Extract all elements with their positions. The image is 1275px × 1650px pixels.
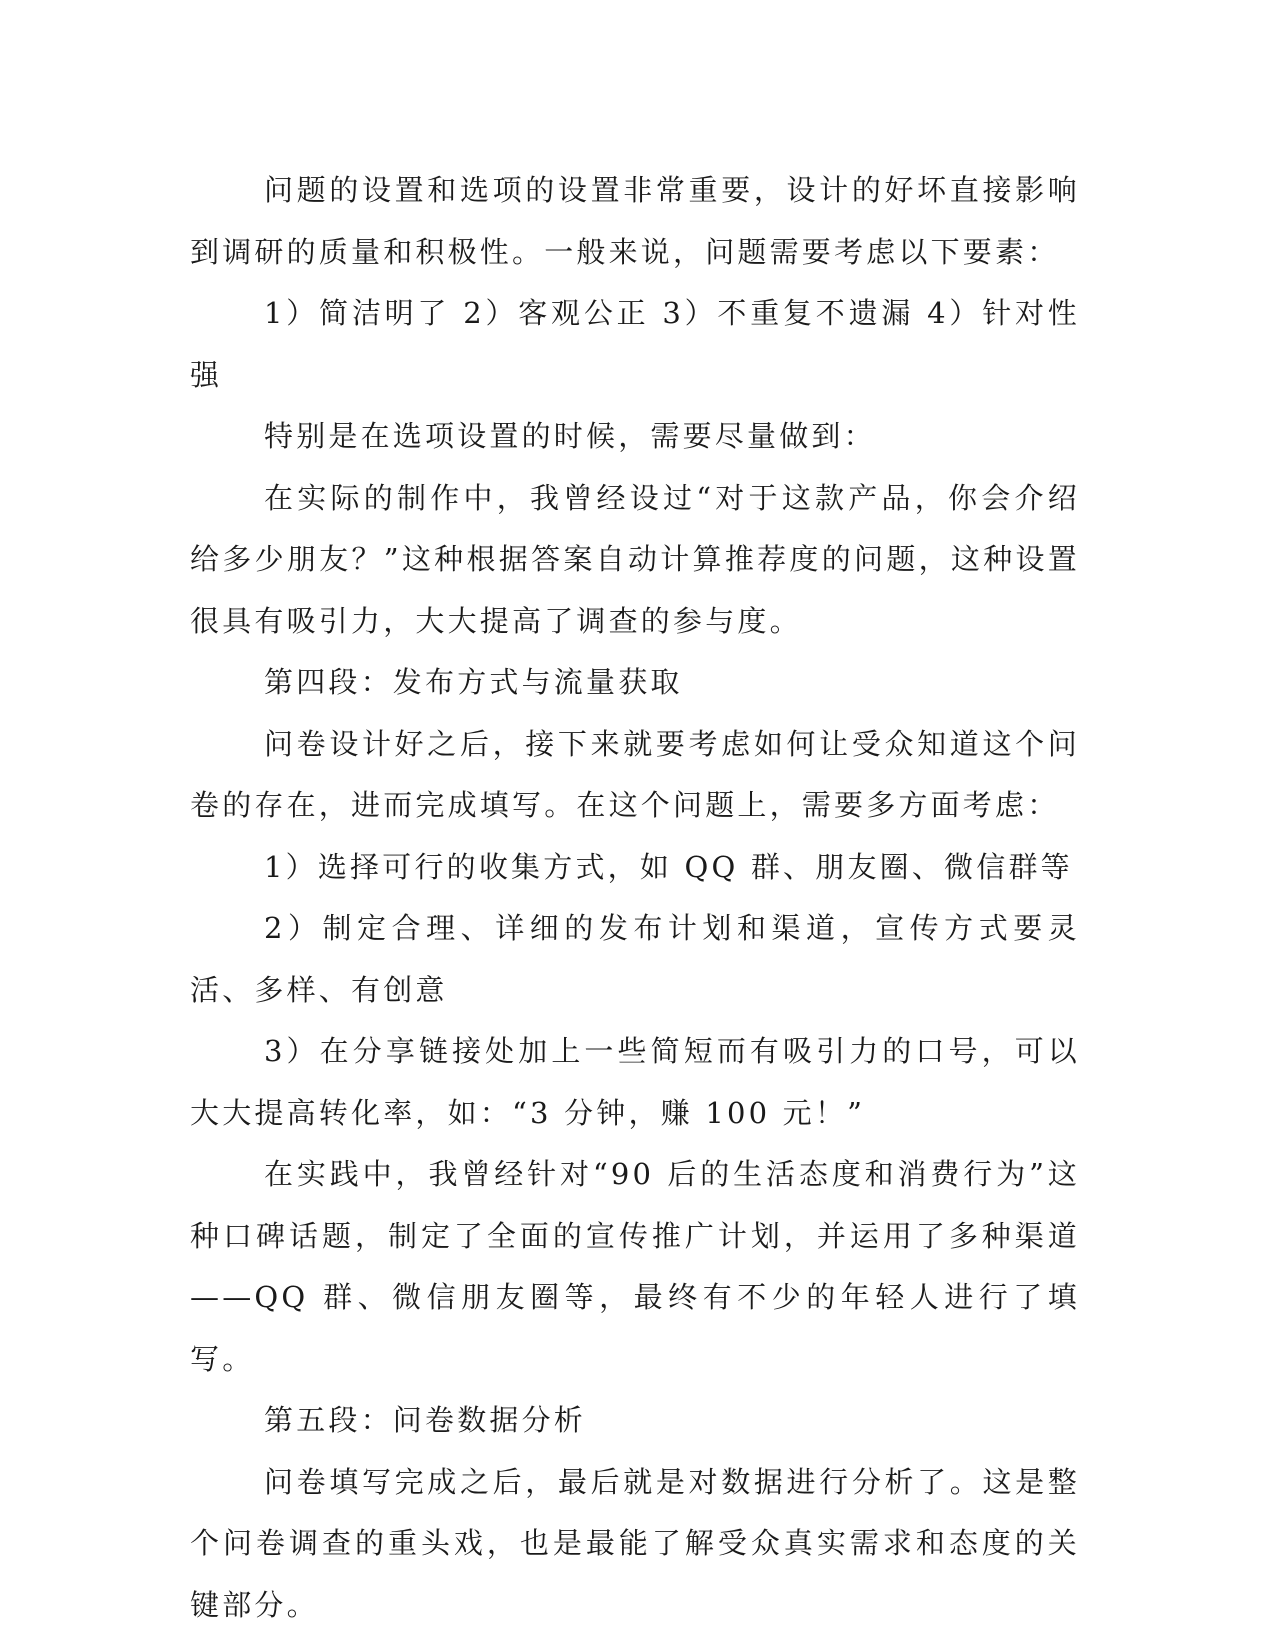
section-heading-four: 第四段：发布方式与流量获取 — [264, 665, 683, 699]
paragraph-option-settings: 特别是在选项设置的时候，需要尽量做到： — [264, 419, 876, 453]
paragraph-question-settings: 问题的设置和选项的设置非常重要，设计的好坏直接影响到调研的质量和积极性。一般来说，问题需要考虑以下要素： — [190, 173, 1080, 269]
paragraph-collection-method: 1）选择可行的收集方式，如 QQ 群、朋友圈、微信群等 — [264, 849, 1073, 884]
paragraph-question-elements: 1）简洁明了 2）客观公正 3）不重复不遗漏 4）针对性强 — [190, 296, 1080, 392]
section-heading-five: 第五段：问卷数据分析 — [264, 1403, 587, 1437]
paragraph-distribution-intro: 问卷设计好之后，接下来就要考虑如何让受众知道这个问卷的存在，进而完成填写。在这个问题上，需要多方面考虑： — [190, 726, 1080, 822]
paragraph-practice-example: 在实际的制作中，我曾经设过“对于这款产品，你会介绍给多少朋友？”这种根据答案自动计算推荐度的问题，这种设置很具有吸引力，大大提高了调查的参与度。 — [190, 480, 1080, 638]
paragraph-data-analysis: 问卷填写完成之后，最后就是对数据进行分析了。这是整个问卷调查的重头戏，也是最能了解受众真实需求和态度的关键部分。 — [190, 1464, 1080, 1622]
paragraph-slogan: 3）在分享链接处加上一些简短而有吸引力的口号，可以大大提高转化率，如：“3 分钟，赚 100 元！” — [190, 1034, 1080, 1130]
paragraph-promotion-example: 在实践中，我曾经针对“90 后的生活态度和消费行为”这种口碑话题，制定了全面的宣传推广计划，并运用了多种渠道——QQ 群、微信朋友圈等，最终有不少的年轻人进行了填写。 — [190, 1157, 1080, 1376]
paragraph-publish-plan: 2）制定合理、详细的发布计划和渠道，宣传方式要灵活、多样、有创意 — [190, 911, 1080, 1007]
document-body — [190, 160, 1080, 1636]
